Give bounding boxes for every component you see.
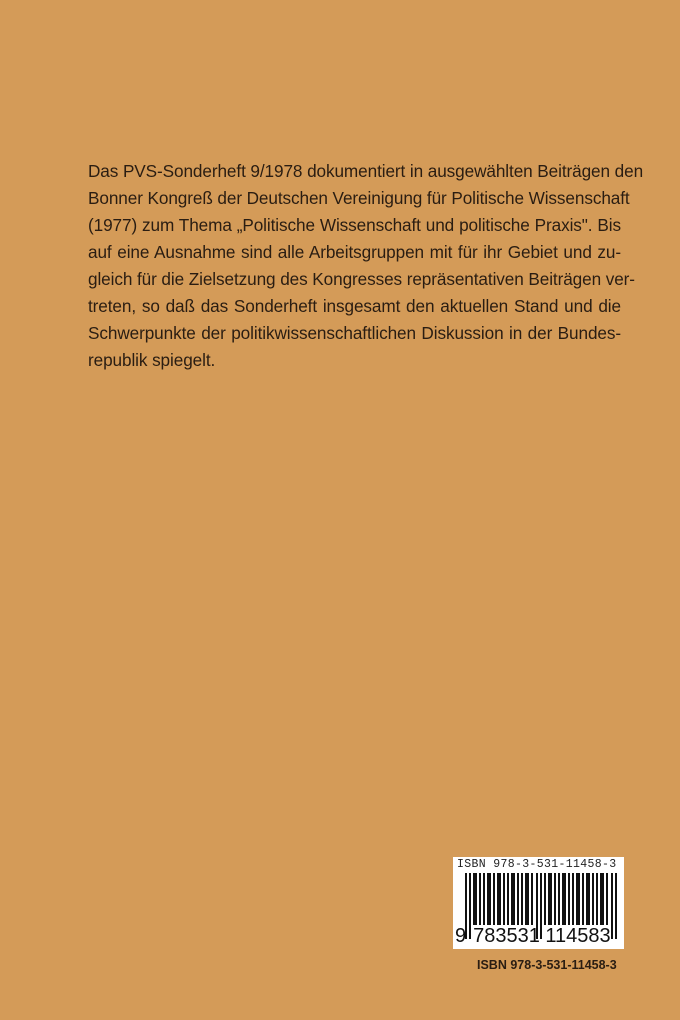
blurb-line: Das PVS-Sonderheft 9/1978 dokumentiert in ausgewählten Beiträgen den (88, 161, 644, 181)
blurb-line: (1977) zum Thema „Politische Wissenschaft und politische Praxis". Bis (88, 215, 621, 235)
blurb-line: auf eine Ausnahme sind alle Arbeitsgruppen mit für ihr Gebiet und zu- (88, 242, 621, 262)
blurb-text (88, 158, 644, 374)
blurb-line: republik spiegelt. (88, 350, 216, 370)
isbn-label: ISBN 978-3-531-11458-3 (477, 958, 617, 972)
barcode-digits (455, 925, 611, 947)
barcode-isbn-label: ISBN 978-3-531-11458-3 (457, 858, 617, 871)
blurb-line: gleich für die Zielsetzung des Kongresses repräsentativen Beiträgen ver- (88, 269, 635, 289)
barcode-lead-digit: 9 (455, 925, 467, 947)
blurb-line: treten, so daß das Sonderheft insgesamt den aktuellen Stand und die (88, 296, 621, 316)
isbn-barcode (453, 857, 624, 949)
blurb-line: Schwerpunkte der politikwissenschaftlichen Diskussion in der Bundes- (88, 323, 621, 343)
barcode-number: 783531 114583 (473, 925, 611, 947)
blurb-line: Bonner Kongreß der Deutschen Vereinigung für Politische Wissenschaft (88, 188, 630, 208)
